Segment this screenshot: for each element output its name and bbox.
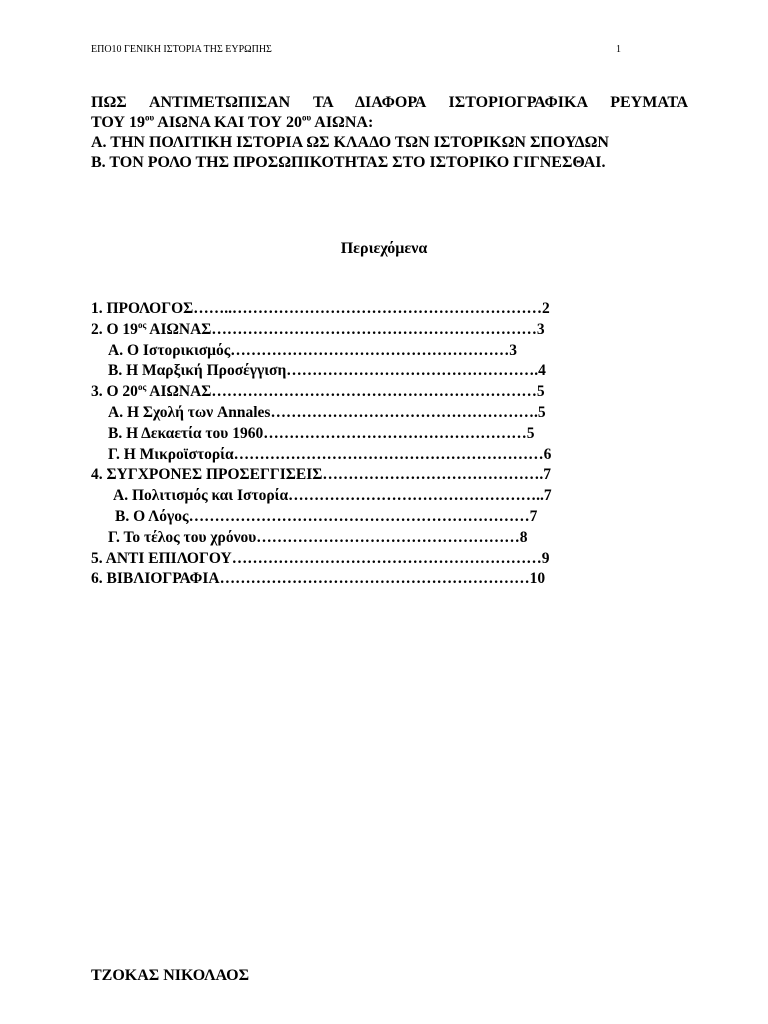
toc-entry-title: Β. Η Μαρξική Προσέγγιση <box>108 362 287 380</box>
toc-page-number: 2 <box>542 300 550 317</box>
dot-leader: …………………………………………………… <box>233 445 544 463</box>
title-line-2 <box>91 113 688 133</box>
toc-entry-text <box>108 361 546 382</box>
toc-page-number: 5 <box>526 424 535 442</box>
toc-page-number: 3 <box>536 320 545 338</box>
title-line-2-part: ΑΙΩΝΑ: <box>311 114 374 131</box>
toc-entry-title: Α. Πολιτισμός και Ιστορία <box>113 487 289 505</box>
ordinal-suffix: ου <box>301 112 312 123</box>
toc-entry-title: Β. Η Δεκαετία του 1960 <box>108 424 264 442</box>
title-line-2-part: ΑΙΩΝΑ ΚΑΙ ΤΟΥ 20 <box>154 114 302 131</box>
toc-entry-title: Α. Ο Ιστορικισμός <box>108 341 231 359</box>
toc-entry-text <box>91 299 550 320</box>
toc-page-number: 9 <box>541 549 550 567</box>
title-line-3: Α. ΤΗΝ ΠΟΛΙΤΙΚΗ ΙΣΤΟΡΙΑ ΩΣ ΚΛΑΔΟ ΤΩΝ ΙΣΤΟΡΙΚΩΝ ΣΠΟΥΔΩΝ <box>91 134 609 151</box>
dot-leader: ……..…………………………………………………… <box>193 300 543 317</box>
toc-page-number: 5 <box>536 383 545 401</box>
title-line-1: ΠΩΣ ΑΝΤΙΜΕΤΩΠΙΣΑΝ ΤΑ ΔΙΑΦΟΡΑ ΙΣΤΟΡΙΟΓΡΑΦΙΚΑ ΡΕΥΜΑΤΑ <box>91 94 688 111</box>
ordinal-suffix: ος <box>137 382 147 393</box>
toc-entry-title: 4. ΣΥΓΧΡΟΝΕΣ ΠΡΟΣΕΓΓΙΣΕΙΣ <box>91 466 323 484</box>
toc-entry-text <box>108 341 517 362</box>
title-line-2-part: ΤΟΥ 19 <box>91 114 145 131</box>
dot-leader: …………………………………………………… <box>219 570 530 588</box>
toc-entry-title: Β. Ο Λόγος <box>115 507 189 525</box>
toc-entry-title: 6. ΒΙΒΛΙΟΓΡΑΦΙΑ <box>91 570 220 588</box>
toc-entry-text <box>91 465 551 486</box>
toc-entry-text <box>108 528 528 549</box>
toc-entry-text <box>91 569 545 590</box>
dot-leader: ………………………………………… <box>286 362 535 380</box>
dot-leader: …………………………………………… <box>263 424 527 442</box>
document-title <box>91 93 688 173</box>
toc-page-number: 6 <box>543 445 552 463</box>
toc-entry-title: ΑΙΩΝΑΣ <box>146 383 212 401</box>
toc-page-number: 10 <box>529 570 546 588</box>
dot-leader: ……………………………………………………… <box>211 383 537 401</box>
title-line-4: Β. ΤΟΝ ΡΟΛΟ ΤΗΣ ΠΡΟΣΩΠΙΚΟΤΗΤΑΣ ΣΤΟ ΙΣΤΟΡΙΚΟ ΓΙΓΝΕΣΘΑΙ. <box>91 154 606 171</box>
running-title: ΕΠΟ10 ΓΕΝΙΚΗ ΙΣΤΟΡΙΑ ΤΗΣ ΕΥΡΩΠΗΣ <box>91 44 272 55</box>
toc-entry-title: Α. Η Σχολή των Annales <box>108 403 271 421</box>
toc-entry-title: ΑΙΩΝΑΣ <box>146 320 212 338</box>
dot-leader: ……………………………………………………… <box>211 320 537 338</box>
toc-entry-text <box>91 549 549 570</box>
ordinal-suffix: ου <box>144 112 155 123</box>
toc-heading: Περιεχόμενα <box>340 240 428 257</box>
toc-entry-text <box>115 507 537 528</box>
toc-entry-text <box>108 403 546 424</box>
toc-page-number: .5 <box>533 403 546 421</box>
toc-entry-title: 1. ΠΡΟΛΟΓΟΣ <box>91 300 194 317</box>
dot-leader: …………………………………………………… <box>231 549 542 567</box>
toc-entry-text <box>108 424 534 445</box>
toc-entry-text <box>113 486 552 507</box>
toc-page-number: .7 <box>539 466 552 484</box>
toc-page-number: .4 <box>534 362 546 380</box>
dot-leader: …………………………………… <box>322 466 540 484</box>
toc-entry-title: Γ. Η Μικροϊστορία <box>108 445 234 463</box>
toc-entry-title: 5. ΑΝΤΙ ΕΠΙΛΟΓΟΥ <box>91 549 232 567</box>
toc-page-number: 7 <box>543 487 552 505</box>
toc-entry-text <box>108 445 551 466</box>
ordinal-suffix: ος <box>137 319 147 330</box>
dot-leader: …………………………………………… <box>256 528 520 546</box>
author-name: ΤΖΟΚΑΣ ΝΙΚΟΛΑΟΣ <box>91 967 250 984</box>
toc-entry-text <box>91 320 545 341</box>
page-number: 1 <box>616 44 621 55</box>
dot-leader: ………………………………………….. <box>288 487 544 505</box>
dot-leader: ……………………………………………… <box>230 341 510 359</box>
toc-entry-text <box>91 382 545 403</box>
toc-page-number: 8 <box>519 528 528 546</box>
toc-entry-title: Γ. Το τέλος του χρόνου <box>108 528 257 546</box>
dot-leader: …………………………………………… <box>270 403 534 421</box>
toc-entry-title: 2. Ο 19 <box>91 320 138 338</box>
toc-entry-title: 3. Ο 20 <box>91 383 138 401</box>
toc-page-number: 7 <box>529 507 538 525</box>
toc-page-number: 3 <box>509 341 518 359</box>
dot-leader: ………………………………………………………… <box>188 507 530 525</box>
